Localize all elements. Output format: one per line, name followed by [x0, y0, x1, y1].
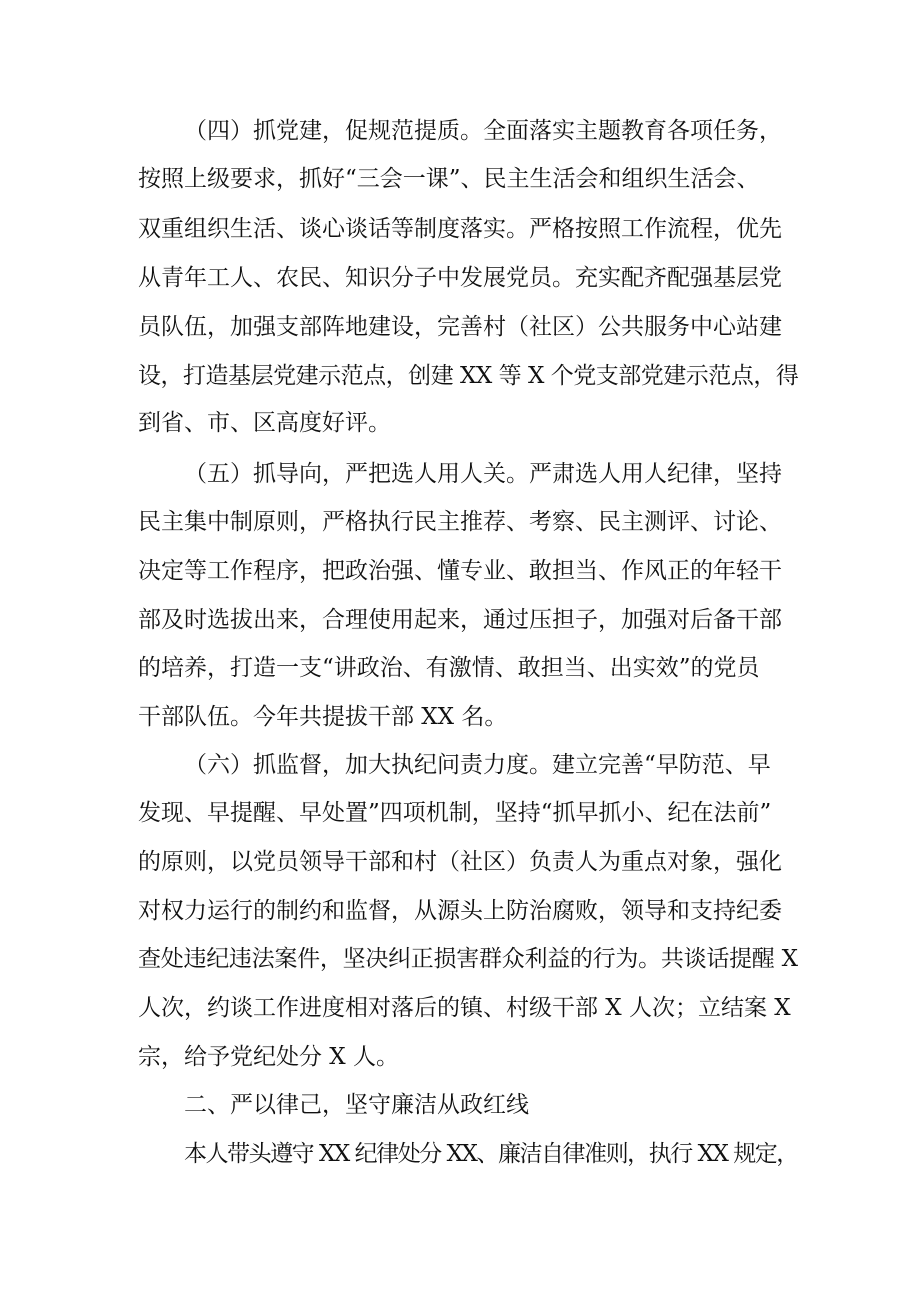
text-line: 决定等工作程序，把政治强、懂专业、敢担当、作风正的年轻干: [138, 558, 782, 584]
text-line: 人次，约谈工作进度相对落后的镇、村级干部 X 人次；立结案 X: [138, 995, 791, 1021]
text-line: 到省、市、区高度好评。: [138, 410, 391, 436]
text-line: 设，打造基层党建示范点，创建 XX 等 X 个党支部党建示范点，得: [138, 363, 799, 389]
text-line: 部及时选拔出来，合理使用起来，通过压担子，加强对后备干部: [138, 607, 782, 633]
text-line: 宗，给予党纪处分 X 人。: [138, 1044, 399, 1070]
text-line: （六）抓监督，加大执纪问责力度。建立完善“早防范、早: [184, 752, 771, 778]
text-line: 干部队伍。今年共提拔干部 XX 名。: [138, 704, 508, 730]
text-line: 本人带头遵守 XX 纪律处分 XX、廉洁自律准则，执行 XX 规定，: [184, 1141, 798, 1167]
text-line: 查处违纪违法案件，坚决纠正损害群众利益的行为。共谈话提醒 X: [138, 946, 798, 972]
text-line: 对权力运行的制约和监督，从源头上防治腐败，领导和支持纪委: [138, 898, 782, 924]
text-line: 的原则，以党员领导干部和村（社区）负责人为重点对象，强化: [138, 849, 782, 875]
text-line: 员队伍，加强支部阵地建设，完善村（社区）公共服务中心站建: [138, 314, 782, 340]
section-heading: 二、严以律己，坚守廉洁从政红线: [184, 1092, 529, 1118]
text-line: 双重组织生活、谈心谈话等制度落实。严格按照工作流程，优先: [138, 216, 782, 242]
text-line: 的培养，打造一支“讲政治、有激情、敢担当、出实效”的党员: [138, 655, 760, 681]
text-line: （四）抓党建，促规范提质。全面落实主题教育各项任务，: [184, 118, 782, 144]
text-line: 按照上级要求，抓好“三会一课”、民主生活会和组织生活会、: [138, 166, 760, 192]
text-line: 民主集中制原则，严格执行民主推荐、考察、民主测评、讨论、: [138, 509, 782, 535]
text-line: 发现、早提醒、早处置”四项机制，坚持“抓早抓小、纪在法前”: [138, 800, 772, 826]
text-line: （五）抓导向，严把选人用人关。严肃选人用人纪律，坚持: [184, 461, 782, 487]
text-line: 从青年工人、农民、知识分子中发展党员。充实配齐配强基层党: [138, 265, 782, 291]
